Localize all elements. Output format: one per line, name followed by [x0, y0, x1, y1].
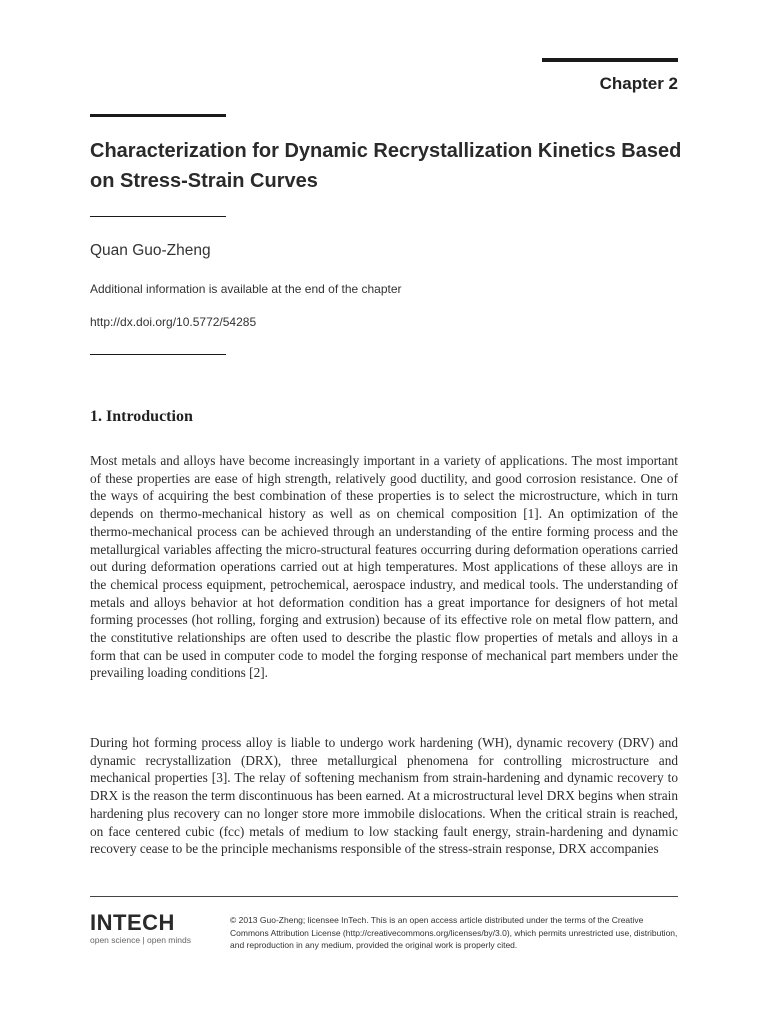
license-text: © 2013 Guo-Zheng; licensee InTech. This is an open access article distributed under the terms of the Creative Commons Attribution License (http://creativecommons.org/licenses/by/3.0), which permits unrestricted use, distribution, and reproduction in any medium, provided the original work is properly cited. [230, 915, 678, 950]
doi-bottom-rule [90, 354, 226, 355]
additional-info: Additional information is available at the end of the chapter [90, 282, 402, 296]
publisher-logo[interactable] [90, 911, 210, 946]
title-top-rule [90, 114, 226, 117]
publisher-tagline: open science | open minds [90, 935, 191, 945]
author-name: Quan Guo-Zheng [90, 242, 211, 259]
top-rule [542, 58, 678, 62]
section-heading: 1. Introduction [90, 408, 193, 425]
intro-paragraph-1: Most metals and alloys have become increasingly important in a variety of applications. The most important of these properties are ease of high strength, relatively good ductility, and good corrosion resistance. One of the ways of acquiring the best combination of these properties is to select the microstructure, which in turn depends on thermo-mechanical history as well as on chemical composition [1]. An optimization of the thermo-mechanical process can be achieved through an understanding of the entire forming process and the metallurgical variables affecting the micro-structural features occurring during deformation operations carried out during deformation operations carried out at high temperatures. Most applications of these alloys are in the chemical process equipment, petrochemical, aerospace industry, and medical tools. The understanding of metals and alloys behavior at hot deformation condition has a great importance for designers of hot metal forming processes (hot rolling, forging and extrusion) because of its effective role on metal flow pattern, and the constitutive relationships are often used to describe the plastic flow properties of metals and alloys in a form that can be used in computer code to model the forging response of mechanical part members under the prevailing loading conditions [2]. [90, 453, 678, 681]
chapter-label: Chapter 2 [599, 74, 678, 93]
intro-paragraph-2: During hot forming process alloy is liable to undergo work hardening (WH), dynamic recovery (DRV) and dynamic recrystallization (DRX), three metallurgical phenomena for controlling microstructure and mechanical properties [3]. The relay of softening mechanism from strain-hardening and dynamic recovery to DRX is the reason the term discontinuous has been earned. At a microstructural level DRX begins when strain hardening plus recovery can no longer store more immobile dislocations. When the critical strain is reached, on face centered cubic (fcc) metals of medium to low stacking fault energy, strain-hardening and dynamic recovery cease to be the principle mechanisms responsible of the stress-strain response, DRX accompanies [90, 735, 678, 857]
footer-rule [90, 896, 678, 897]
paper-title: Characterization for Dynamic Recrystallization Kinetics Based on Stress-Strain Curves [90, 140, 682, 192]
publisher-name: INTECH [90, 910, 175, 935]
title-bottom-rule [90, 216, 226, 217]
doi-link[interactable]: http://dx.doi.org/10.5772/54285 [90, 315, 257, 329]
